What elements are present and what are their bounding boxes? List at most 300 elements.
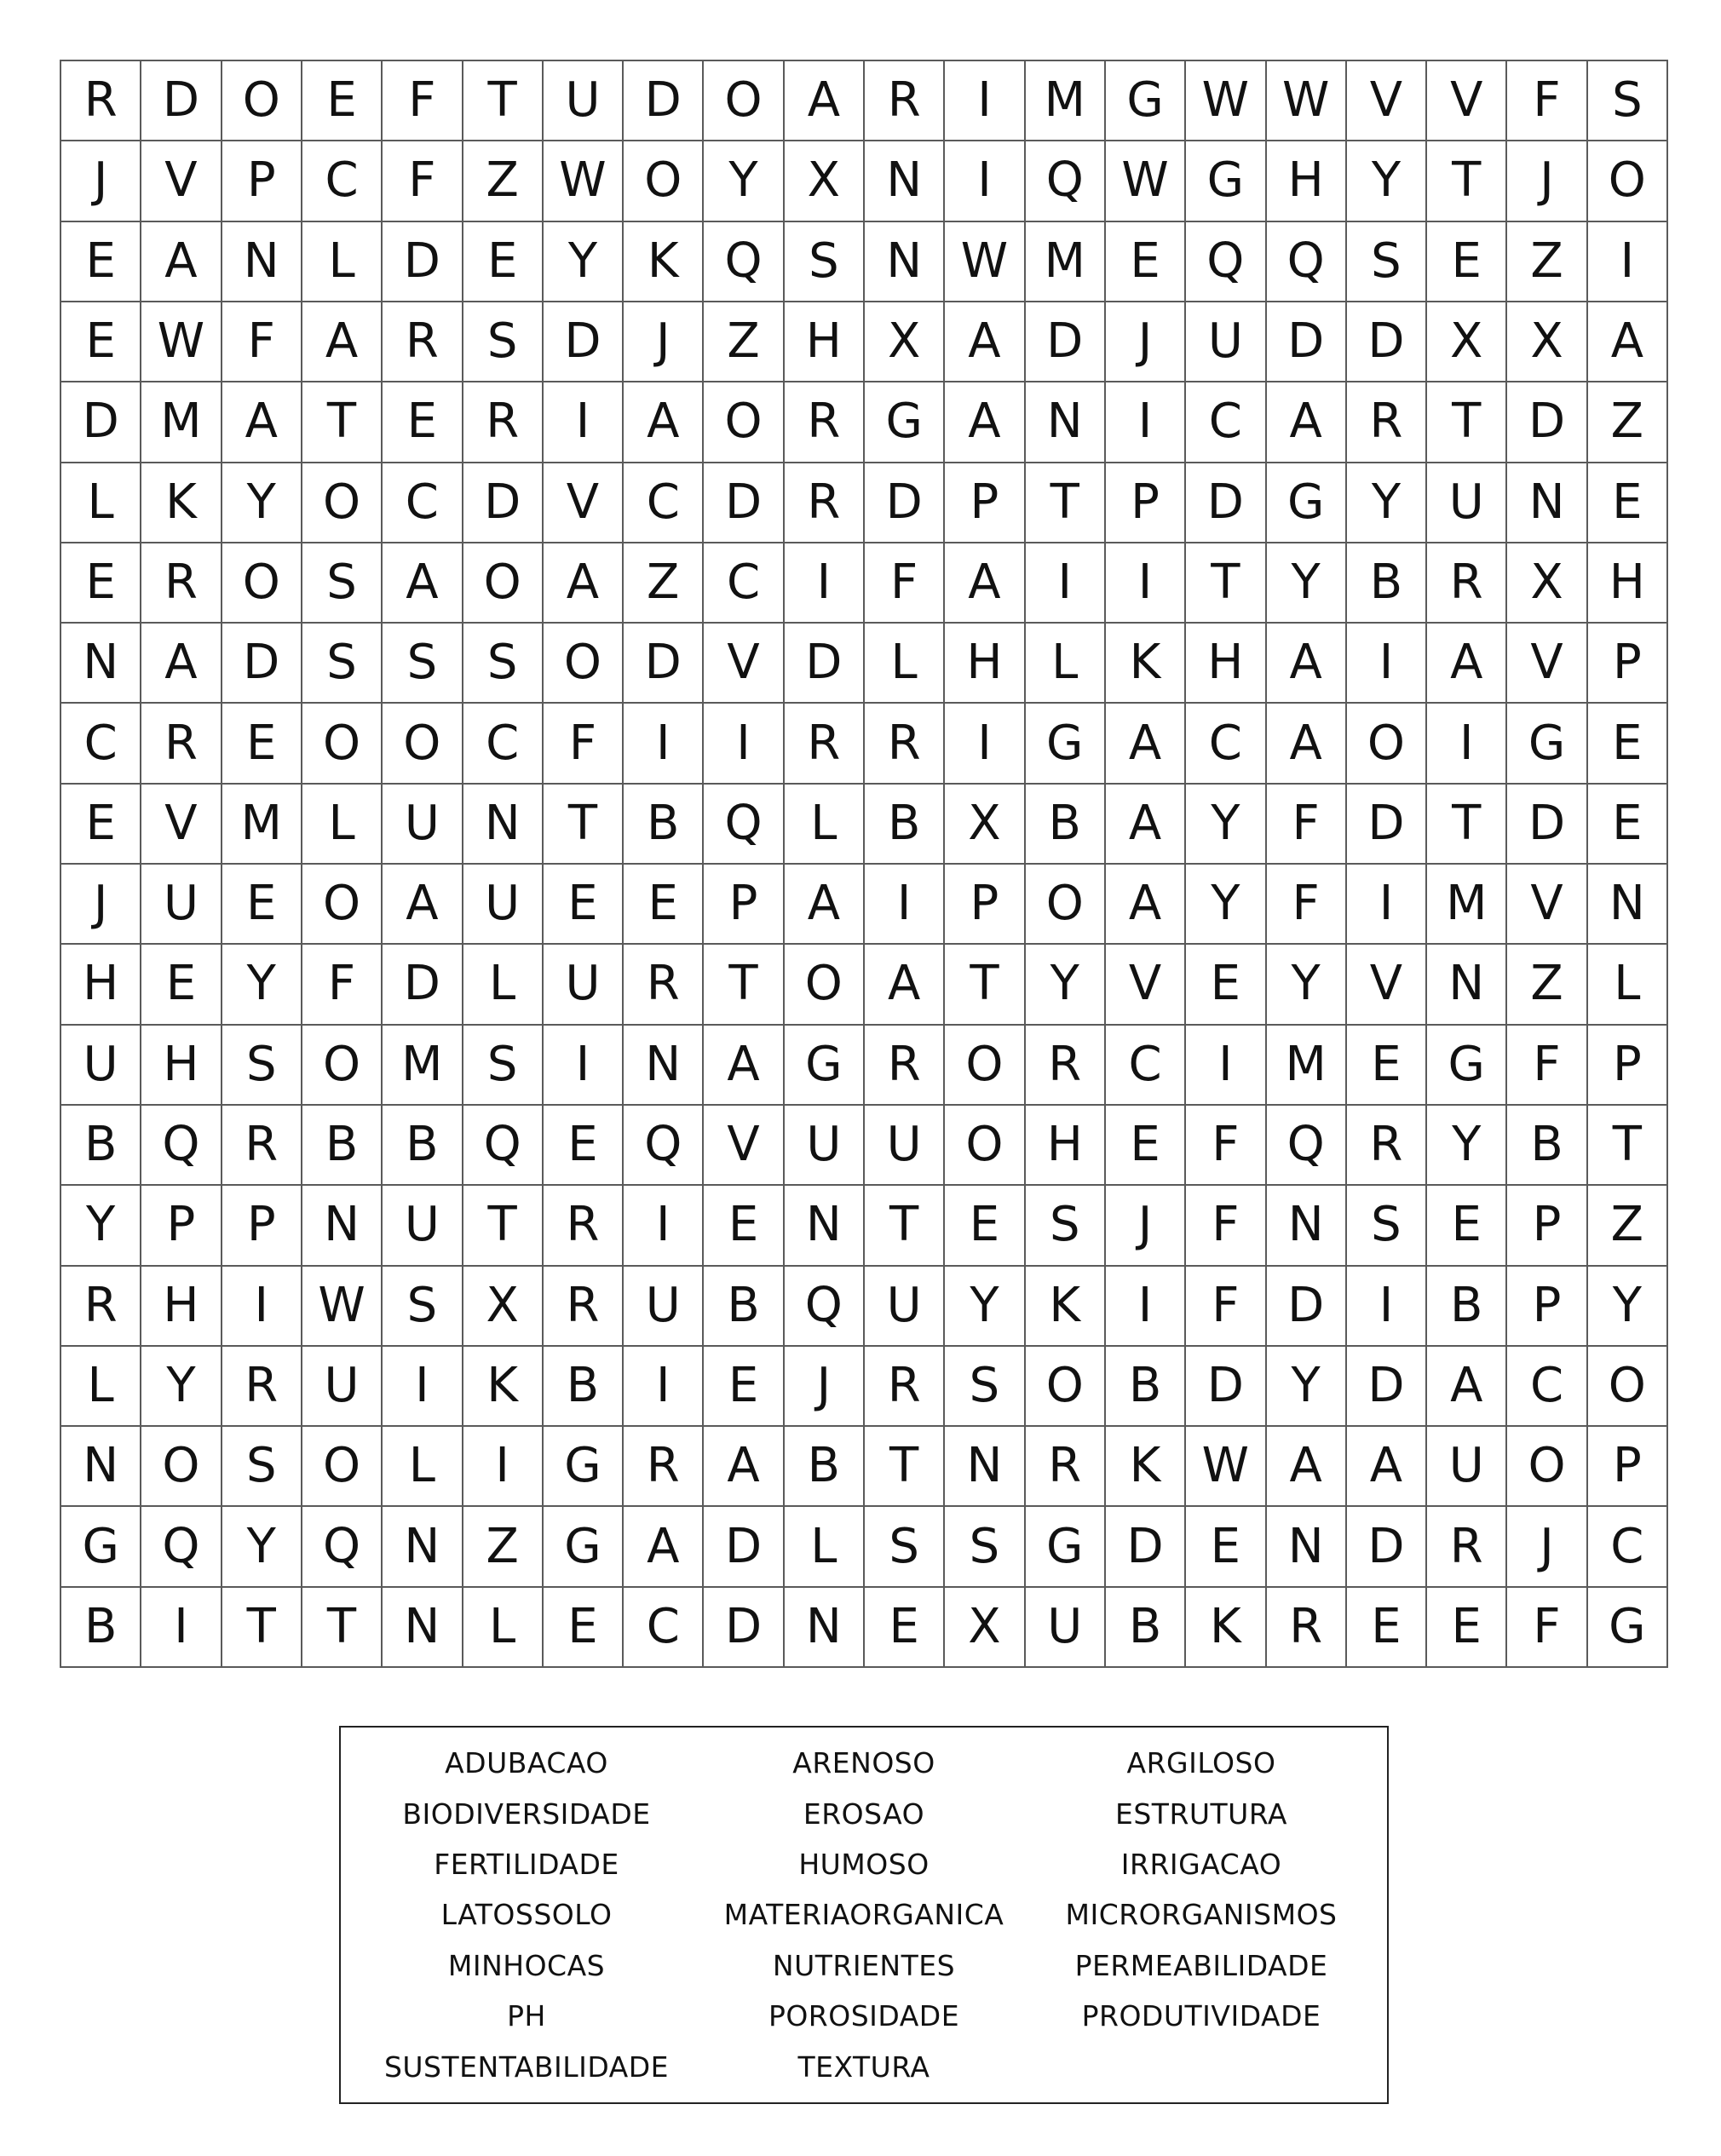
grid-cell[interactable]: I xyxy=(222,1267,302,1347)
grid-cell[interactable]: R xyxy=(141,543,222,624)
grid-cell[interactable]: P xyxy=(945,865,1025,945)
grid-cell[interactable]: S xyxy=(1347,222,1427,302)
grid-cell[interactable]: O xyxy=(222,61,302,141)
grid-cell[interactable]: E xyxy=(544,1588,624,1668)
grid-cell[interactable]: B xyxy=(1106,1347,1186,1427)
grid-cell[interactable]: A xyxy=(1427,1347,1507,1427)
grid-cell[interactable]: T xyxy=(865,1427,945,1507)
grid-cell[interactable]: B xyxy=(544,1347,624,1427)
grid-cell[interactable]: N xyxy=(1267,1186,1347,1266)
grid-cell[interactable]: P xyxy=(141,1186,222,1266)
grid-cell[interactable]: B xyxy=(61,1106,141,1186)
grid-cell[interactable]: A xyxy=(1106,865,1186,945)
grid-cell[interactable]: R xyxy=(141,704,222,784)
grid-cell[interactable]: N xyxy=(785,1186,865,1266)
grid-cell[interactable]: L xyxy=(1026,624,1106,704)
grid-cell[interactable]: Q xyxy=(1267,1106,1347,1186)
grid-cell[interactable]: I xyxy=(1347,865,1427,945)
grid-cell[interactable]: C xyxy=(1588,1507,1668,1587)
grid-cell[interactable]: Z xyxy=(1588,1186,1668,1266)
grid-cell[interactable]: I xyxy=(945,704,1025,784)
grid-cell[interactable]: P xyxy=(1588,1026,1668,1106)
grid-cell[interactable]: T xyxy=(1427,785,1507,865)
grid-cell[interactable]: D xyxy=(624,61,704,141)
grid-cell[interactable]: I xyxy=(1427,704,1507,784)
grid-cell[interactable]: Z xyxy=(624,543,704,624)
grid-cell[interactable]: U xyxy=(544,945,624,1025)
grid-cell[interactable]: B xyxy=(1026,785,1106,865)
grid-cell[interactable]: K xyxy=(463,1347,544,1427)
grid-cell[interactable]: Z xyxy=(704,302,784,382)
grid-cell[interactable]: I xyxy=(141,1588,222,1668)
grid-cell[interactable]: F xyxy=(1507,1588,1587,1668)
grid-cell[interactable]: V xyxy=(1347,945,1427,1025)
grid-cell[interactable]: H xyxy=(1186,624,1266,704)
grid-cell[interactable]: O xyxy=(945,1106,1025,1186)
grid-cell[interactable]: O xyxy=(1588,1347,1668,1427)
grid-cell[interactable]: P xyxy=(222,141,302,221)
grid-cell[interactable]: T xyxy=(704,945,784,1025)
grid-cell[interactable]: V xyxy=(1347,61,1427,141)
grid-cell[interactable]: M xyxy=(1026,222,1106,302)
grid-cell[interactable]: L xyxy=(61,463,141,543)
grid-cell[interactable]: Z xyxy=(1507,222,1587,302)
grid-cell[interactable]: L xyxy=(463,945,544,1025)
grid-cell[interactable]: T xyxy=(302,1588,383,1668)
grid-cell[interactable]: R xyxy=(865,61,945,141)
grid-cell[interactable]: X xyxy=(865,302,945,382)
grid-cell[interactable]: R xyxy=(1267,1588,1347,1668)
grid-cell[interactable]: D xyxy=(1347,1347,1427,1427)
grid-cell[interactable]: C xyxy=(383,463,463,543)
grid-cell[interactable]: O xyxy=(1347,704,1427,784)
grid-cell[interactable]: O xyxy=(463,543,544,624)
grid-cell[interactable]: D xyxy=(704,1507,784,1587)
grid-cell[interactable]: N xyxy=(1026,382,1106,463)
grid-cell[interactable]: Q xyxy=(141,1106,222,1186)
grid-cell[interactable]: Y xyxy=(1026,945,1106,1025)
grid-cell[interactable]: A xyxy=(1267,382,1347,463)
grid-cell[interactable]: T xyxy=(1427,141,1507,221)
grid-cell[interactable]: S xyxy=(463,302,544,382)
grid-cell[interactable]: D xyxy=(1347,1507,1427,1587)
grid-cell[interactable]: G xyxy=(1507,704,1587,784)
grid-cell[interactable]: G xyxy=(61,1507,141,1587)
grid-cell[interactable]: V xyxy=(1106,945,1186,1025)
grid-cell[interactable]: U xyxy=(1026,1588,1106,1668)
grid-cell[interactable]: G xyxy=(1026,1507,1106,1587)
grid-cell[interactable]: V xyxy=(1427,61,1507,141)
grid-cell[interactable]: W xyxy=(945,222,1025,302)
grid-cell[interactable]: Z xyxy=(1507,945,1587,1025)
grid-cell[interactable]: N xyxy=(1507,463,1587,543)
grid-cell[interactable]: F xyxy=(544,704,624,784)
grid-cell[interactable]: V xyxy=(704,624,784,704)
grid-cell[interactable]: Y xyxy=(1347,141,1427,221)
grid-cell[interactable]: C xyxy=(1186,382,1266,463)
grid-cell[interactable]: P xyxy=(704,865,784,945)
grid-cell[interactable]: R xyxy=(785,463,865,543)
grid-cell[interactable]: O xyxy=(624,141,704,221)
grid-cell[interactable]: A xyxy=(785,61,865,141)
grid-cell[interactable]: E xyxy=(544,1106,624,1186)
grid-cell[interactable]: Q xyxy=(463,1106,544,1186)
grid-cell[interactable]: O xyxy=(222,543,302,624)
grid-cell[interactable]: R xyxy=(61,1267,141,1347)
grid-cell[interactable]: V xyxy=(544,463,624,543)
grid-cell[interactable]: E xyxy=(1588,704,1668,784)
grid-cell[interactable]: C xyxy=(624,1588,704,1668)
grid-cell[interactable]: L xyxy=(463,1588,544,1668)
grid-cell[interactable]: D xyxy=(624,624,704,704)
grid-cell[interactable]: A xyxy=(624,382,704,463)
grid-cell[interactable]: T xyxy=(1588,1106,1668,1186)
grid-cell[interactable]: M xyxy=(1427,865,1507,945)
grid-cell[interactable]: U xyxy=(1186,302,1266,382)
grid-cell[interactable]: Z xyxy=(1588,382,1668,463)
grid-cell[interactable]: R xyxy=(785,382,865,463)
grid-cell[interactable]: E xyxy=(1427,1186,1507,1266)
grid-cell[interactable]: S xyxy=(222,1026,302,1106)
grid-cell[interactable]: N xyxy=(945,1427,1025,1507)
grid-cell[interactable]: A xyxy=(945,382,1025,463)
grid-cell[interactable]: B xyxy=(302,1106,383,1186)
grid-cell[interactable]: M xyxy=(1026,61,1106,141)
grid-cell[interactable]: I xyxy=(1347,1267,1427,1347)
grid-cell[interactable]: Z xyxy=(463,1507,544,1587)
grid-cell[interactable]: N xyxy=(785,1588,865,1668)
grid-cell[interactable]: F xyxy=(1507,61,1587,141)
grid-cell[interactable]: E xyxy=(704,1186,784,1266)
grid-cell[interactable]: I xyxy=(463,1427,544,1507)
grid-cell[interactable]: I xyxy=(1186,1026,1266,1106)
grid-cell[interactable]: D xyxy=(463,463,544,543)
grid-cell[interactable]: R xyxy=(1347,382,1427,463)
grid-cell[interactable]: N xyxy=(61,1427,141,1507)
grid-cell[interactable]: D xyxy=(544,302,624,382)
grid-cell[interactable]: O xyxy=(1026,1347,1106,1427)
grid-cell[interactable]: J xyxy=(61,865,141,945)
grid-cell[interactable]: L xyxy=(1588,945,1668,1025)
grid-cell[interactable]: X xyxy=(1507,543,1587,624)
grid-cell[interactable]: Y xyxy=(61,1186,141,1266)
grid-cell[interactable]: R xyxy=(463,382,544,463)
grid-cell[interactable]: Y xyxy=(222,463,302,543)
grid-cell[interactable]: U xyxy=(624,1267,704,1347)
grid-cell[interactable]: D xyxy=(1106,1507,1186,1587)
grid-cell[interactable]: O xyxy=(1588,141,1668,221)
grid-cell[interactable]: R xyxy=(1427,543,1507,624)
grid-cell[interactable]: F xyxy=(222,302,302,382)
grid-cell[interactable]: I xyxy=(865,865,945,945)
grid-cell[interactable]: M xyxy=(141,382,222,463)
grid-cell[interactable]: F xyxy=(1267,785,1347,865)
grid-cell[interactable]: S xyxy=(222,1427,302,1507)
grid-cell[interactable]: U xyxy=(785,1106,865,1186)
grid-cell[interactable]: Y xyxy=(1186,865,1266,945)
grid-cell[interactable]: U xyxy=(865,1106,945,1186)
grid-cell[interactable]: A xyxy=(544,543,624,624)
grid-cell[interactable]: J xyxy=(624,302,704,382)
grid-cell[interactable]: S xyxy=(945,1507,1025,1587)
grid-cell[interactable]: D xyxy=(222,624,302,704)
grid-cell[interactable]: C xyxy=(1507,1347,1587,1427)
grid-cell[interactable]: G xyxy=(1186,141,1266,221)
grid-cell[interactable]: E xyxy=(1427,1588,1507,1668)
grid-cell[interactable]: R xyxy=(544,1267,624,1347)
grid-cell[interactable]: N xyxy=(1427,945,1507,1025)
grid-cell[interactable]: I xyxy=(1026,543,1106,624)
grid-cell[interactable]: W xyxy=(302,1267,383,1347)
grid-cell[interactable]: U xyxy=(463,865,544,945)
grid-cell[interactable]: E xyxy=(383,382,463,463)
grid-cell[interactable]: L xyxy=(302,785,383,865)
grid-cell[interactable]: Y xyxy=(222,1507,302,1587)
grid-cell[interactable]: O xyxy=(704,382,784,463)
grid-cell[interactable]: O xyxy=(302,1427,383,1507)
grid-cell[interactable]: B xyxy=(1427,1267,1507,1347)
grid-cell[interactable]: E xyxy=(1186,945,1266,1025)
grid-cell[interactable]: T xyxy=(1186,543,1266,624)
grid-cell[interactable]: A xyxy=(1106,704,1186,784)
grid-cell[interactable]: O xyxy=(302,463,383,543)
grid-cell[interactable]: V xyxy=(141,785,222,865)
grid-cell[interactable]: W xyxy=(141,302,222,382)
grid-cell[interactable]: I xyxy=(1106,1267,1186,1347)
grid-cell[interactable]: X xyxy=(1427,302,1507,382)
grid-cell[interactable]: Y xyxy=(1588,1267,1668,1347)
grid-cell[interactable]: E xyxy=(222,704,302,784)
grid-cell[interactable]: E xyxy=(302,61,383,141)
grid-cell[interactable]: E xyxy=(865,1588,945,1668)
grid-cell[interactable]: B xyxy=(1106,1588,1186,1668)
grid-cell[interactable]: A xyxy=(945,302,1025,382)
grid-cell[interactable]: N xyxy=(222,222,302,302)
grid-cell[interactable]: N xyxy=(865,141,945,221)
grid-cell[interactable]: J xyxy=(1507,141,1587,221)
grid-cell[interactable]: R xyxy=(865,1347,945,1427)
grid-cell[interactable]: E xyxy=(222,865,302,945)
grid-cell[interactable]: R xyxy=(624,1427,704,1507)
grid-cell[interactable]: R xyxy=(544,1186,624,1266)
grid-cell[interactable]: N xyxy=(463,785,544,865)
grid-cell[interactable]: D xyxy=(1186,463,1266,543)
grid-cell[interactable]: W xyxy=(544,141,624,221)
grid-cell[interactable]: E xyxy=(1347,1588,1427,1668)
grid-cell[interactable]: Q xyxy=(141,1507,222,1587)
grid-cell[interactable]: S xyxy=(1026,1186,1106,1266)
grid-cell[interactable]: G xyxy=(1026,704,1106,784)
grid-cell[interactable]: E xyxy=(1427,222,1507,302)
grid-cell[interactable]: C xyxy=(463,704,544,784)
grid-cell[interactable]: U xyxy=(1427,1427,1507,1507)
grid-cell[interactable]: S xyxy=(463,1026,544,1106)
grid-cell[interactable]: Q xyxy=(302,1507,383,1587)
grid-cell[interactable]: H xyxy=(1026,1106,1106,1186)
grid-cell[interactable]: C xyxy=(704,543,784,624)
grid-cell[interactable]: X xyxy=(945,785,1025,865)
grid-cell[interactable]: Y xyxy=(945,1267,1025,1347)
grid-cell[interactable]: O xyxy=(1507,1427,1587,1507)
grid-cell[interactable]: D xyxy=(704,463,784,543)
grid-cell[interactable]: A xyxy=(1347,1427,1427,1507)
grid-cell[interactable]: S xyxy=(463,624,544,704)
grid-cell[interactable]: C xyxy=(1106,1026,1186,1106)
grid-cell[interactable]: S xyxy=(302,543,383,624)
grid-cell[interactable]: F xyxy=(1186,1186,1266,1266)
grid-cell[interactable]: E xyxy=(1347,1026,1427,1106)
grid-cell[interactable]: I xyxy=(945,141,1025,221)
grid-cell[interactable]: M xyxy=(222,785,302,865)
grid-cell[interactable]: B xyxy=(61,1588,141,1668)
grid-cell[interactable]: S xyxy=(785,222,865,302)
grid-cell[interactable]: D xyxy=(785,624,865,704)
grid-cell[interactable]: X xyxy=(945,1588,1025,1668)
grid-cell[interactable]: J xyxy=(61,141,141,221)
grid-cell[interactable]: O xyxy=(141,1427,222,1507)
grid-cell[interactable]: Q xyxy=(704,222,784,302)
grid-cell[interactable]: Y xyxy=(704,141,784,221)
grid-cell[interactable]: W xyxy=(1267,61,1347,141)
grid-cell[interactable]: Y xyxy=(544,222,624,302)
grid-cell[interactable]: K xyxy=(1106,1427,1186,1507)
grid-cell[interactable]: O xyxy=(945,1026,1025,1106)
grid-cell[interactable]: A xyxy=(624,1507,704,1587)
grid-cell[interactable]: S xyxy=(945,1347,1025,1427)
grid-cell[interactable]: A xyxy=(222,382,302,463)
grid-cell[interactable]: A xyxy=(704,1427,784,1507)
grid-cell[interactable]: L xyxy=(61,1347,141,1427)
grid-cell[interactable]: Y xyxy=(222,945,302,1025)
grid-cell[interactable]: R xyxy=(222,1347,302,1427)
grid-cell[interactable]: E xyxy=(945,1186,1025,1266)
grid-cell[interactable]: J xyxy=(1106,1186,1186,1266)
grid-cell[interactable]: S xyxy=(1588,61,1668,141)
grid-cell[interactable]: A xyxy=(1267,704,1347,784)
grid-cell[interactable]: G xyxy=(865,382,945,463)
grid-cell[interactable]: F xyxy=(1186,1267,1266,1347)
grid-cell[interactable]: I xyxy=(785,543,865,624)
grid-cell[interactable]: Q xyxy=(785,1267,865,1347)
grid-cell[interactable]: T xyxy=(463,61,544,141)
grid-cell[interactable]: Q xyxy=(704,785,784,865)
grid-cell[interactable]: K xyxy=(1186,1588,1266,1668)
grid-cell[interactable]: B xyxy=(704,1267,784,1347)
grid-cell[interactable]: D xyxy=(383,945,463,1025)
grid-cell[interactable]: C xyxy=(61,704,141,784)
grid-cell[interactable]: V xyxy=(1507,624,1587,704)
grid-cell[interactable]: L xyxy=(785,1507,865,1587)
grid-cell[interactable]: T xyxy=(1026,463,1106,543)
grid-cell[interactable]: A xyxy=(785,865,865,945)
grid-cell[interactable]: Y xyxy=(1267,945,1347,1025)
grid-cell[interactable]: K xyxy=(624,222,704,302)
grid-cell[interactable]: P xyxy=(1507,1186,1587,1266)
grid-cell[interactable]: S xyxy=(1347,1186,1427,1266)
grid-cell[interactable]: T xyxy=(945,945,1025,1025)
grid-cell[interactable]: D xyxy=(1507,785,1587,865)
grid-cell[interactable]: G xyxy=(544,1507,624,1587)
grid-cell[interactable]: A xyxy=(1427,624,1507,704)
grid-cell[interactable]: U xyxy=(865,1267,945,1347)
grid-cell[interactable]: Y xyxy=(1267,1347,1347,1427)
grid-cell[interactable]: G xyxy=(544,1427,624,1507)
grid-cell[interactable]: O xyxy=(785,945,865,1025)
grid-cell[interactable]: E xyxy=(1106,222,1186,302)
grid-cell[interactable]: D xyxy=(383,222,463,302)
grid-cell[interactable]: G xyxy=(785,1026,865,1106)
grid-cell[interactable]: E xyxy=(1588,785,1668,865)
grid-cell[interactable]: O xyxy=(383,704,463,784)
grid-cell[interactable]: I xyxy=(544,382,624,463)
grid-cell[interactable]: R xyxy=(222,1106,302,1186)
grid-cell[interactable]: F xyxy=(865,543,945,624)
grid-cell[interactable]: N xyxy=(61,624,141,704)
grid-cell[interactable]: E xyxy=(141,945,222,1025)
grid-cell[interactable]: G xyxy=(1106,61,1186,141)
grid-cell[interactable]: R xyxy=(61,61,141,141)
grid-cell[interactable]: F xyxy=(1267,865,1347,945)
grid-cell[interactable]: E xyxy=(61,302,141,382)
grid-cell[interactable]: D xyxy=(1347,785,1427,865)
grid-cell[interactable]: A xyxy=(1267,624,1347,704)
grid-cell[interactable]: Y xyxy=(1347,463,1427,543)
grid-cell[interactable]: R xyxy=(624,945,704,1025)
grid-cell[interactable]: L xyxy=(865,624,945,704)
grid-cell[interactable]: U xyxy=(1427,463,1507,543)
grid-cell[interactable]: W xyxy=(1186,1427,1266,1507)
grid-cell[interactable]: A xyxy=(865,945,945,1025)
grid-cell[interactable]: D xyxy=(141,61,222,141)
grid-cell[interactable]: O xyxy=(302,704,383,784)
grid-cell[interactable]: I xyxy=(704,704,784,784)
grid-cell[interactable]: O xyxy=(1026,865,1106,945)
grid-cell[interactable]: C xyxy=(624,463,704,543)
grid-cell[interactable]: J xyxy=(1106,302,1186,382)
grid-cell[interactable]: W xyxy=(1106,141,1186,221)
grid-cell[interactable]: K xyxy=(1106,624,1186,704)
grid-cell[interactable]: T xyxy=(302,382,383,463)
grid-cell[interactable]: E xyxy=(1186,1507,1266,1587)
grid-cell[interactable]: T xyxy=(544,785,624,865)
grid-cell[interactable]: J xyxy=(1507,1507,1587,1587)
grid-cell[interactable]: I xyxy=(624,704,704,784)
grid-cell[interactable]: S xyxy=(383,624,463,704)
grid-cell[interactable]: D xyxy=(1026,302,1106,382)
grid-cell[interactable]: B xyxy=(1347,543,1427,624)
grid-cell[interactable]: P xyxy=(1588,1427,1668,1507)
grid-cell[interactable]: X xyxy=(785,141,865,221)
grid-cell[interactable]: D xyxy=(1347,302,1427,382)
grid-cell[interactable]: R xyxy=(1026,1427,1106,1507)
grid-cell[interactable]: O xyxy=(302,865,383,945)
grid-cell[interactable]: P xyxy=(1106,463,1186,543)
grid-cell[interactable]: R xyxy=(1026,1026,1106,1106)
grid-cell[interactable]: G xyxy=(1588,1588,1668,1668)
grid-cell[interactable]: Y xyxy=(1267,543,1347,624)
grid-cell[interactable]: R xyxy=(1347,1106,1427,1186)
grid-cell[interactable]: J xyxy=(785,1347,865,1427)
grid-cell[interactable]: Q xyxy=(1186,222,1266,302)
grid-cell[interactable]: L xyxy=(302,222,383,302)
grid-cell[interactable]: H xyxy=(141,1026,222,1106)
grid-cell[interactable]: U xyxy=(141,865,222,945)
grid-cell[interactable]: H xyxy=(945,624,1025,704)
grid-cell[interactable]: Y xyxy=(1427,1106,1507,1186)
grid-cell[interactable]: O xyxy=(302,1026,383,1106)
grid-cell[interactable]: W xyxy=(1186,61,1266,141)
grid-cell[interactable]: A xyxy=(945,543,1025,624)
